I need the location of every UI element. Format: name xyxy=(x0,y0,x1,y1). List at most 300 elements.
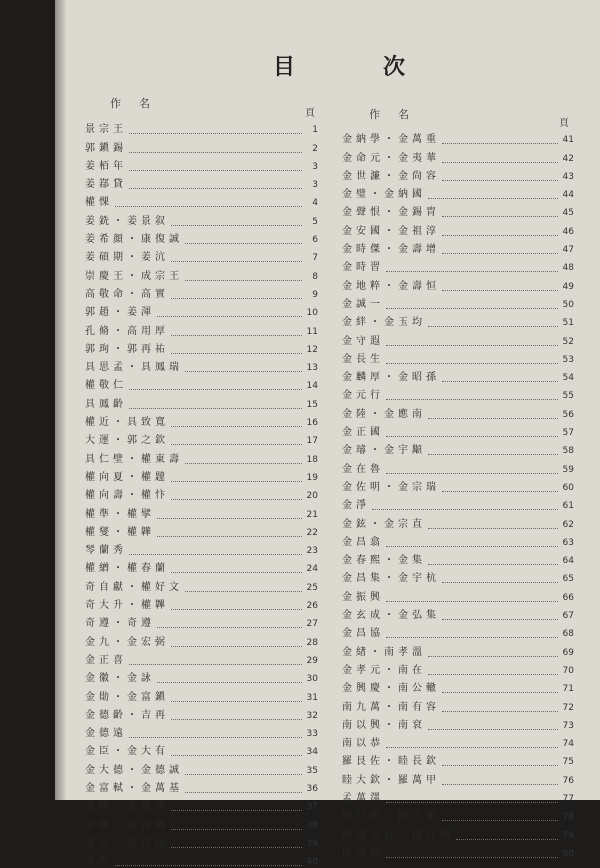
toc-leader-dots xyxy=(129,188,302,189)
toc-entry-page: 59 xyxy=(562,464,574,475)
toc-entry-author: 金緖・南孝溫 xyxy=(342,646,426,658)
toc-leader-dots xyxy=(171,646,302,647)
toc-entry-page: 42 xyxy=(562,153,574,164)
toc-leader-dots xyxy=(442,235,558,236)
toc-entry-author: 孔脩・高用厚 xyxy=(85,325,169,337)
toc-right-column xyxy=(342,128,574,860)
toc-leader-dots xyxy=(442,820,558,821)
toc-entry-page: 68 xyxy=(562,629,574,640)
toc-entry-page: 30 xyxy=(306,674,318,685)
toc-entry-author: 金命元・金夷華 xyxy=(342,152,440,164)
toc-entry xyxy=(85,447,318,465)
toc-entry-page: 41 xyxy=(562,135,574,146)
toc-entry-author: 金時習 xyxy=(342,262,384,274)
toc-entry xyxy=(342,183,574,201)
toc-entry xyxy=(342,293,574,311)
toc-leader-dots xyxy=(442,180,558,181)
toc-leader-dots xyxy=(185,463,302,464)
toc-leader-dots xyxy=(129,133,302,134)
toc-entry xyxy=(342,768,574,786)
toc-entry-page: 53 xyxy=(562,354,574,365)
toc-leader-dots xyxy=(386,399,558,400)
toc-leader-dots xyxy=(442,619,558,620)
toc-entry-page: 15 xyxy=(306,399,318,410)
toc-leader-dots xyxy=(171,353,302,354)
toc-entry xyxy=(85,740,318,758)
toc-entry-page: 54 xyxy=(562,373,574,384)
toc-leader-dots xyxy=(185,280,302,281)
toc-entry xyxy=(342,348,574,366)
toc-entry-author: 姜栢年 xyxy=(85,160,127,172)
toc-entry-page: 50 xyxy=(562,299,574,310)
toc-entry-page: 48 xyxy=(562,263,574,274)
toc-entry xyxy=(342,714,574,732)
left-page-header: 頁 xyxy=(305,108,315,119)
toc-leader-dots xyxy=(115,865,302,866)
toc-entry-page: 79 xyxy=(562,830,574,841)
toc-entry-author: 金玄成・金弘集 xyxy=(342,610,440,622)
toc-entry-author: 金徽・金詠 xyxy=(85,673,155,685)
toc-entry xyxy=(85,301,318,319)
toc-entry xyxy=(342,695,574,713)
toc-entry xyxy=(85,209,318,227)
toc-entry xyxy=(342,640,574,658)
toc-entry-author: 奇自獻・權好文 xyxy=(85,581,183,593)
toc-entry-author: 高敬命・高實 xyxy=(85,288,169,300)
toc-entry-page: 18 xyxy=(306,454,318,465)
toc-entry-page: 80 xyxy=(562,848,574,859)
toc-entry-author: 金安國・金祖淳 xyxy=(342,225,440,237)
toc-entry xyxy=(85,850,318,868)
toc-entry-author: 金麟厚・金昭孫 xyxy=(342,372,440,384)
toc-entry xyxy=(85,136,318,154)
toc-entry-author: 金勛・金富鎭 xyxy=(85,691,169,703)
toc-leader-dots xyxy=(171,609,302,610)
toc-entry-author: 郭珣・郭再祐 xyxy=(85,343,169,355)
toc-entry-page: 10 xyxy=(306,308,318,319)
toc-entry xyxy=(342,567,574,585)
toc-entry-page: 22 xyxy=(306,527,318,538)
toc-entry-author: 具仁壁・權東壽 xyxy=(85,453,183,465)
toc-entry xyxy=(342,750,574,768)
toc-leader-dots xyxy=(442,692,558,693)
toc-entry-page: 77 xyxy=(562,793,574,804)
toc-entry-author: 崇慶王・成宗王 xyxy=(85,270,183,282)
spine-shadow xyxy=(55,0,67,800)
toc-entry-author: 郭鎭錫 xyxy=(85,142,127,154)
toc-entry xyxy=(342,842,574,860)
toc-entry xyxy=(85,118,318,136)
toc-leader-dots xyxy=(157,536,302,537)
toc-entry-author: 姜希顔・康復誠 xyxy=(85,234,183,246)
toc-leader-dots xyxy=(442,491,558,492)
toc-entry-page: 40 xyxy=(306,857,318,868)
toc-leader-dots xyxy=(442,765,558,766)
toc-entry-author: 睦大欽・羅萬甲 xyxy=(342,774,440,786)
toc-entry xyxy=(85,484,318,502)
toc-leader-dots xyxy=(442,290,558,291)
toc-entry-author: 金九・金宏弼 xyxy=(85,636,169,648)
toc-entry xyxy=(85,264,318,282)
toc-entry-page: 46 xyxy=(562,226,574,237)
toc-entry-author: 金性 xyxy=(85,856,113,868)
toc-entry-page: 72 xyxy=(562,702,574,713)
toc-entry-author: 權準・權擘 xyxy=(85,508,155,520)
toc-left-column xyxy=(85,118,318,868)
toc-entry-author: 金臣・金大有 xyxy=(85,746,169,758)
toc-leader-dots xyxy=(185,774,302,775)
toc-entry-author: 金世濂・金尙容 xyxy=(342,170,440,182)
toc-leader-dots xyxy=(442,784,558,785)
toc-entry xyxy=(85,557,318,575)
toc-entry xyxy=(85,758,318,776)
toc-entry-page: 47 xyxy=(562,245,574,256)
toc-entry xyxy=(85,685,318,703)
toc-leader-dots xyxy=(171,444,302,445)
toc-leader-dots xyxy=(157,316,302,317)
toc-entry xyxy=(85,795,318,813)
toc-entry xyxy=(342,732,574,750)
toc-entry xyxy=(342,311,574,329)
toc-entry-page: 34 xyxy=(306,747,318,758)
toc-entry-page: 11 xyxy=(306,326,318,337)
toc-entry xyxy=(342,421,574,439)
toc-leader-dots xyxy=(442,162,558,163)
toc-leader-dots xyxy=(428,729,558,730)
toc-leader-dots xyxy=(157,682,302,683)
toc-entry-page: 6 xyxy=(312,235,318,246)
toc-entry-page: 39 xyxy=(306,838,318,849)
toc-leader-dots xyxy=(171,298,302,299)
toc-entry xyxy=(342,128,574,146)
toc-entry xyxy=(342,219,574,237)
toc-entry-page: 76 xyxy=(562,775,574,786)
toc-entry-author: 南九萬・南有容 xyxy=(342,701,440,713)
toc-entry-page: 60 xyxy=(562,482,574,493)
toc-entry-author: 金絆・金玉均 xyxy=(342,317,426,329)
toc-entry-author: 睦昌明・閔守愼 xyxy=(342,811,440,823)
toc-entry-page: 55 xyxy=(562,391,574,402)
toc-leader-dots xyxy=(442,143,558,144)
toc-entry-page: 73 xyxy=(562,720,574,731)
right-author-header: 作名 xyxy=(369,108,427,121)
toc-leader-dots xyxy=(386,363,558,364)
toc-leader-dots xyxy=(428,674,558,675)
toc-entry xyxy=(85,575,318,593)
toc-leader-dots xyxy=(129,389,302,390)
toc-entry xyxy=(85,539,318,557)
toc-entry-page: 51 xyxy=(562,318,574,329)
toc-entry-author: 金時傑・金壽增 xyxy=(342,244,440,256)
toc-entry-page: 17 xyxy=(306,436,318,447)
toc-leader-dots xyxy=(386,473,558,474)
toc-leader-dots xyxy=(171,261,302,262)
toc-leader-dots xyxy=(428,198,558,199)
left-author-header: 作名 xyxy=(110,97,168,110)
toc-entry-author: 郭趙・姜渾 xyxy=(85,307,155,319)
toc-leader-dots xyxy=(442,216,558,217)
toc-leader-dots xyxy=(171,481,302,482)
toc-entry-page: 45 xyxy=(562,208,574,219)
toc-entry-author: 權燮・權韡 xyxy=(85,526,155,538)
toc-entry-page: 71 xyxy=(562,684,574,695)
toc-entry-page: 3 xyxy=(312,161,318,172)
toc-entry-author: 具鳳齡 xyxy=(85,398,127,410)
toc-entry xyxy=(85,502,318,520)
toc-entry xyxy=(342,823,574,841)
toc-entry-page: 2 xyxy=(312,143,318,154)
toc-entry-author: 金興慶・南公轍 xyxy=(342,683,440,695)
toc-entry-page: 19 xyxy=(306,472,318,483)
toc-entry xyxy=(85,649,318,667)
toc-leader-dots xyxy=(428,326,558,327)
toc-entry xyxy=(85,704,318,722)
toc-leader-dots xyxy=(428,528,558,529)
toc-entry xyxy=(342,384,574,402)
toc-entry-page: 67 xyxy=(562,611,574,622)
toc-leader-dots xyxy=(157,518,302,519)
toc-entry-page: 16 xyxy=(306,418,318,429)
toc-entry-author: 景宗王 xyxy=(85,124,127,136)
toc-entry-page: 62 xyxy=(562,519,574,530)
toc-entry xyxy=(85,466,318,484)
toc-entry xyxy=(342,274,574,292)
toc-entry xyxy=(85,777,318,795)
toc-entry-author: 金國・金德謙 xyxy=(85,801,169,813)
toc-entry-author: 金晉・金性洙 xyxy=(85,837,169,849)
toc-entry-page: 14 xyxy=(306,381,318,392)
toc-entry-author: 姜碩期・姜沆 xyxy=(85,252,169,264)
toc-entry-page: 4 xyxy=(312,198,318,209)
toc-entry-author: 金璿・金宇顒 xyxy=(342,445,426,457)
toc-entry-page: 26 xyxy=(306,601,318,612)
toc-entry xyxy=(342,549,574,567)
toc-entry-author: 金繹・金富儀 xyxy=(85,819,169,831)
toc-entry xyxy=(85,594,318,612)
toc-leader-dots xyxy=(386,601,558,602)
toc-leader-dots xyxy=(442,381,558,382)
toc-entry xyxy=(342,659,574,677)
toc-entry xyxy=(342,787,574,805)
toc-leader-dots xyxy=(171,426,302,427)
toc-entry-author: 金振興 xyxy=(342,591,384,603)
toc-entry-page: 69 xyxy=(562,647,574,658)
toc-entry-author: 金富軾・金萬基 xyxy=(85,782,183,794)
toc-entry-author: 金昌協 xyxy=(342,628,384,640)
toc-entry-author: 奇遵・奇遵 xyxy=(85,618,155,630)
toc-entry-author: 金佐明・金宗瑞 xyxy=(342,481,440,493)
toc-leader-dots xyxy=(129,152,302,153)
toc-leader-dots xyxy=(171,572,302,573)
toc-leader-dots xyxy=(428,454,558,455)
toc-entry-page: 3 xyxy=(312,180,318,191)
toc-entry-page: 78 xyxy=(562,812,574,823)
toc-entry-page: 1 xyxy=(312,125,318,136)
toc-entry xyxy=(342,531,574,549)
toc-entry-page: 20 xyxy=(306,491,318,502)
toc-entry-page: 74 xyxy=(562,739,574,750)
toc-leader-dots xyxy=(171,847,302,848)
toc-entry-author: 金在魯 xyxy=(342,463,384,475)
toc-entry xyxy=(342,494,574,512)
toc-entry xyxy=(342,366,574,384)
toc-leader-dots xyxy=(157,627,302,628)
toc-leader-dots xyxy=(115,206,302,207)
toc-entry xyxy=(342,585,574,603)
toc-leader-dots xyxy=(171,701,302,702)
toc-entry xyxy=(85,283,318,301)
toc-leader-dots xyxy=(129,554,302,555)
toc-entry xyxy=(342,476,574,494)
toc-entry-author: 金孝元・南在 xyxy=(342,664,426,676)
toc-entry xyxy=(85,667,318,685)
toc-entry xyxy=(85,173,318,191)
toc-entry-author: 金德遠 xyxy=(85,728,127,740)
toc-entry-author: 金守遐 xyxy=(342,335,384,347)
toc-entry xyxy=(342,439,574,457)
toc-entry xyxy=(85,191,318,209)
toc-entry xyxy=(342,165,574,183)
toc-leader-dots xyxy=(129,664,302,665)
toc-entry xyxy=(342,201,574,219)
toc-entry xyxy=(85,429,318,447)
toc-entry-page: 9 xyxy=(312,289,318,300)
toc-entry-author: 金正國 xyxy=(342,427,384,439)
toc-leader-dots xyxy=(372,509,558,510)
toc-entry xyxy=(85,356,318,374)
toc-entry-page: 37 xyxy=(306,802,318,813)
toc-entry-author: 姜銑・姜景叙 xyxy=(85,215,169,227)
toc-entry xyxy=(342,329,574,347)
toc-entry-page: 75 xyxy=(562,757,574,768)
toc-entry-page: 32 xyxy=(306,710,318,721)
toc-entry-author: 金長生 xyxy=(342,353,384,365)
toc-entry xyxy=(85,392,318,410)
toc-entry xyxy=(85,319,318,337)
toc-leader-dots xyxy=(171,719,302,720)
toc-leader-dots xyxy=(386,637,558,638)
toc-entry-page: 35 xyxy=(306,765,318,776)
toc-leader-dots xyxy=(428,418,558,419)
toc-entry-page: 57 xyxy=(562,428,574,439)
toc-entry-author: 明成皇后・閔泳煥 xyxy=(342,829,454,841)
toc-title-char-2: 次 xyxy=(383,54,406,80)
toc-leader-dots xyxy=(386,436,558,437)
right-page-header: 頁 xyxy=(559,118,569,129)
toc-entry-page: 44 xyxy=(562,190,574,201)
toc-entry xyxy=(342,146,574,164)
toc-entry xyxy=(342,238,574,256)
toc-entry-author: 金陸・金應南 xyxy=(342,408,426,420)
toc-leader-dots xyxy=(129,170,302,171)
toc-entry-page: 25 xyxy=(306,582,318,593)
toc-entry-author: 姜鄀貸 xyxy=(85,179,127,191)
toc-entry-author: 金春熙・金集 xyxy=(342,555,426,567)
toc-entry-page: 58 xyxy=(562,446,574,457)
toc-leader-dots xyxy=(442,253,558,254)
toc-entry xyxy=(342,256,574,274)
toc-entry xyxy=(342,512,574,530)
toc-entry-page: 8 xyxy=(312,271,318,282)
toc-entry xyxy=(342,457,574,475)
toc-entry-author: 權繒・權春蘭 xyxy=(85,563,169,575)
toc-entry xyxy=(85,630,318,648)
toc-entry-author: 南以興・南袞 xyxy=(342,719,426,731)
toc-entry-author: 金昌翕 xyxy=(342,536,384,548)
toc-entry-page: 63 xyxy=(562,537,574,548)
toc-entry-author: 金鉉・金宗直 xyxy=(342,518,426,530)
toc-entry-author: 金正喜 xyxy=(85,654,127,666)
toc-entry-page: 24 xyxy=(306,564,318,575)
toc-entry-author: 金納學・金萬重 xyxy=(342,134,440,146)
toc-entry xyxy=(342,604,574,622)
toc-entry-page: 70 xyxy=(562,665,574,676)
toc-entry-page: 28 xyxy=(306,637,318,648)
toc-entry xyxy=(85,521,318,539)
toc-entry-author: 權向壽・權忭 xyxy=(85,490,169,502)
toc-entry-author: 權近・具致寬 xyxy=(85,417,169,429)
toc-leader-dots xyxy=(386,802,558,803)
toc-entry xyxy=(85,338,318,356)
toc-entry-page: 7 xyxy=(312,253,318,264)
toc-leader-dots xyxy=(386,857,558,858)
toc-entry-author: 金大德・金德誠 xyxy=(85,764,183,776)
toc-entry xyxy=(85,612,318,630)
toc-entry-author: 羅艮佐・睦長欽 xyxy=(342,756,440,768)
toc-leader-dots xyxy=(185,792,302,793)
toc-leader-dots xyxy=(185,591,302,592)
toc-entry xyxy=(85,832,318,850)
toc-entry-page: 38 xyxy=(306,820,318,831)
toc-leader-dots xyxy=(442,711,558,712)
toc-entry-author: 金璧・金納國 xyxy=(342,189,426,201)
toc-entry-page: 43 xyxy=(562,171,574,182)
toc-entry-author: 金德齡・吉再 xyxy=(85,709,169,721)
book-page xyxy=(55,0,600,868)
toc-entry-page: 23 xyxy=(306,546,318,557)
toc-entry xyxy=(85,722,318,740)
toc-entry xyxy=(85,374,318,392)
toc-leader-dots xyxy=(171,225,302,226)
toc-leader-dots xyxy=(171,335,302,336)
toc-entry-author: 金誠一 xyxy=(342,298,384,310)
toc-entry-page: 61 xyxy=(562,501,574,512)
toc-entry xyxy=(342,677,574,695)
toc-entry-author: 南以恭 xyxy=(342,738,384,750)
toc-entry-page: 64 xyxy=(562,556,574,567)
toc-entry-author: 閔泳翊 xyxy=(342,847,384,859)
toc-entry-author: 琴蘭秀 xyxy=(85,545,127,557)
toc-leader-dots xyxy=(456,839,558,840)
toc-leader-dots xyxy=(428,656,558,657)
toc-entry-page: 56 xyxy=(562,409,574,420)
toc-entry-page: 49 xyxy=(562,281,574,292)
toc-entry-author: 金淨 xyxy=(342,500,370,512)
toc-entry-author: 孟萬澤 xyxy=(342,792,384,804)
toc-entry-page: 21 xyxy=(306,509,318,520)
toc-entry-author: 權敬仁 xyxy=(85,380,127,392)
toc-entry-page: 33 xyxy=(306,729,318,740)
toc-entry-page: 52 xyxy=(562,336,574,347)
toc-entry-author: 金聲恨・金錫胄 xyxy=(342,207,440,219)
toc-entry-page: 65 xyxy=(562,574,574,585)
toc-entry xyxy=(85,228,318,246)
toc-leader-dots xyxy=(171,810,302,811)
toc-entry-page: 13 xyxy=(306,363,318,374)
toc-leader-dots xyxy=(386,747,558,748)
toc-entry-author: 具思孟・具鳳瑞 xyxy=(85,362,183,374)
toc-entry-page: 66 xyxy=(562,592,574,603)
